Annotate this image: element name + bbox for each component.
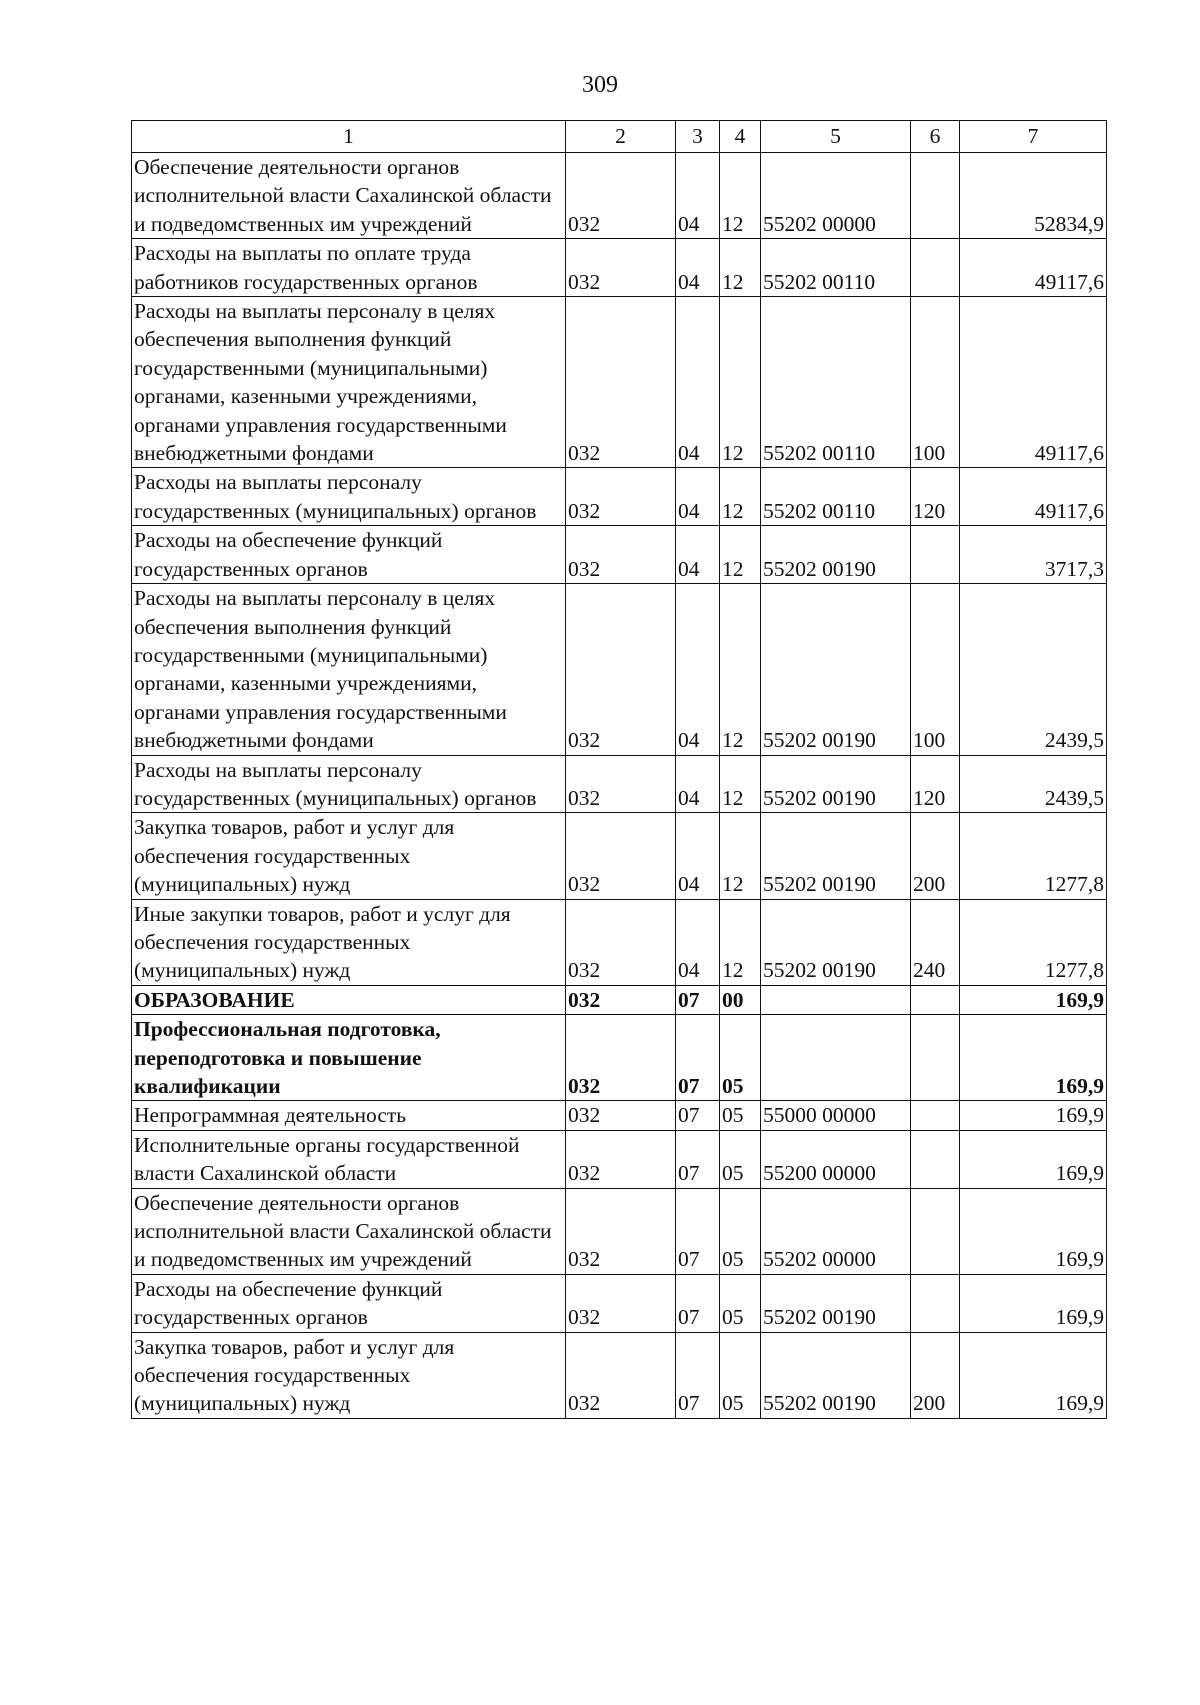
expense-type-cell — [911, 985, 960, 1014]
subsection-code-cell: 05 — [720, 1130, 761, 1188]
department-code-cell: 032 — [566, 899, 676, 985]
table-row — [132, 1332, 1107, 1418]
table-row — [132, 584, 1107, 755]
subsection-code-cell: 12 — [720, 755, 761, 813]
subsection-code-cell: 12 — [720, 468, 761, 526]
page-number: 309 — [582, 72, 618, 98]
amount-cell: 2439,5 — [960, 755, 1107, 813]
table-row — [132, 985, 1107, 1014]
expense-type-cell: 200 — [911, 813, 960, 899]
column-header: 7 — [960, 121, 1107, 153]
column-header: 3 — [676, 121, 720, 153]
table-row — [132, 297, 1107, 468]
subsection-code-cell: 12 — [720, 813, 761, 899]
column-header: 2 — [566, 121, 676, 153]
section-code-cell: 07 — [676, 1274, 720, 1332]
section-code-cell: 07 — [676, 985, 720, 1014]
expense-name-cell: Расходы на обеспечение функций государственных органов — [132, 526, 566, 584]
subsection-code-cell: 05 — [720, 1274, 761, 1332]
expense-name-cell: Расходы на выплаты по оплате труда работников государственных органов — [132, 239, 566, 297]
subsection-code-cell: 12 — [720, 584, 761, 755]
expense-name-cell: Профессиональная подготовка, переподготовка и повышение квалификации — [132, 1015, 566, 1101]
header-row — [132, 121, 1107, 153]
expense-type-cell — [911, 526, 960, 584]
table-row — [132, 1274, 1107, 1332]
target-article-cell: 55202 00190 — [761, 584, 911, 755]
amount-cell: 169,9 — [960, 1015, 1107, 1101]
expense-type-cell: 100 — [911, 584, 960, 755]
expense-type-cell — [911, 1188, 960, 1274]
target-article-cell: 55000 00000 — [761, 1101, 911, 1130]
amount-cell: 169,9 — [960, 985, 1107, 1014]
amount-cell: 169,9 — [960, 1101, 1107, 1130]
subsection-code-cell: 05 — [720, 1332, 761, 1418]
amount-cell: 1277,8 — [960, 813, 1107, 899]
amount-cell: 3717,3 — [960, 526, 1107, 584]
department-code-cell: 032 — [566, 755, 676, 813]
section-code-cell: 07 — [676, 1332, 720, 1418]
table-row — [132, 899, 1107, 985]
expense-type-cell: 120 — [911, 468, 960, 526]
department-code-cell: 032 — [566, 813, 676, 899]
section-code-cell: 04 — [676, 584, 720, 755]
department-code-cell: 032 — [566, 153, 676, 239]
amount-cell: 169,9 — [960, 1130, 1107, 1188]
target-article-cell: 55202 00110 — [761, 297, 911, 468]
department-code-cell: 032 — [566, 1332, 676, 1418]
target-article-cell: 55202 00190 — [761, 755, 911, 813]
department-code-cell: 032 — [566, 1274, 676, 1332]
table-row — [132, 153, 1107, 239]
expense-name-cell: Закупка товаров, работ и услуг для обеспечения государственных (муниципальных) нужд — [132, 1332, 566, 1418]
expense-type-cell — [911, 1101, 960, 1130]
section-code-cell: 04 — [676, 297, 720, 468]
expense-name-cell: Непрограммная деятельность — [132, 1101, 566, 1130]
section-code-cell: 07 — [676, 1015, 720, 1101]
table-row — [132, 1015, 1107, 1101]
amount-cell: 49117,6 — [960, 468, 1107, 526]
amount-cell: 2439,5 — [960, 584, 1107, 755]
target-article-cell — [761, 985, 911, 1014]
expense-name-cell: ОБРАЗОВАНИЕ — [132, 985, 566, 1014]
table-body — [132, 153, 1107, 1419]
department-code-cell: 032 — [566, 239, 676, 297]
section-code-cell: 04 — [676, 526, 720, 584]
expense-name-cell: Закупка товаров, работ и услуг для обеспечения государственных (муниципальных) нужд — [132, 813, 566, 899]
department-code-cell: 032 — [566, 1015, 676, 1101]
target-article-cell: 55202 00190 — [761, 899, 911, 985]
subsection-code-cell: 05 — [720, 1101, 761, 1130]
target-article-cell: 55202 00000 — [761, 1188, 911, 1274]
expense-type-cell — [911, 239, 960, 297]
table-row — [132, 1188, 1107, 1274]
section-code-cell: 04 — [676, 813, 720, 899]
section-code-cell: 04 — [676, 755, 720, 813]
target-article-cell: 55202 00190 — [761, 1274, 911, 1332]
expense-name-cell: Иные закупки товаров, работ и услуг для обеспечения государственных (муниципальных) нужд — [132, 899, 566, 985]
expense-name-cell: Расходы на обеспечение функций государственных органов — [132, 1274, 566, 1332]
subsection-code-cell: 05 — [720, 1015, 761, 1101]
amount-cell: 1277,8 — [960, 899, 1107, 985]
subsection-code-cell: 12 — [720, 526, 761, 584]
table-row — [132, 755, 1107, 813]
department-code-cell: 032 — [566, 297, 676, 468]
column-header: 1 — [132, 121, 566, 153]
amount-cell: 169,9 — [960, 1274, 1107, 1332]
expense-type-cell — [911, 153, 960, 239]
department-code-cell: 032 — [566, 584, 676, 755]
department-code-cell: 032 — [566, 1130, 676, 1188]
column-header: 5 — [761, 121, 911, 153]
table-row — [132, 1101, 1107, 1130]
amount-cell: 169,9 — [960, 1332, 1107, 1418]
table-row — [132, 1130, 1107, 1188]
target-article-cell: 55202 00000 — [761, 153, 911, 239]
subsection-code-cell: 12 — [720, 297, 761, 468]
section-code-cell: 04 — [676, 153, 720, 239]
target-article-cell — [761, 1015, 911, 1101]
subsection-code-cell: 12 — [720, 153, 761, 239]
expense-name-cell: Расходы на выплаты персоналу государственных (муниципальных) органов — [132, 755, 566, 813]
expense-type-cell: 200 — [911, 1332, 960, 1418]
department-code-cell: 032 — [566, 468, 676, 526]
expense-name-cell: Обеспечение деятельности органов исполнительной власти Сахалинской области и подведомственных им учреждений — [132, 1188, 566, 1274]
subsection-code-cell: 00 — [720, 985, 761, 1014]
section-code-cell: 04 — [676, 899, 720, 985]
expense-type-cell: 240 — [911, 899, 960, 985]
expense-type-cell — [911, 1274, 960, 1332]
section-code-cell: 07 — [676, 1130, 720, 1188]
section-code-cell: 04 — [676, 239, 720, 297]
target-article-cell: 55202 00190 — [761, 813, 911, 899]
expense-name-cell: Расходы на выплаты персоналу в целях обеспечения выполнения функций государственными (муниципальными) органами, казенными учреждениями, органами управления государственными внебюджетными фондами — [132, 584, 566, 755]
target-article-cell: 55202 00110 — [761, 468, 911, 526]
expense-type-cell: 120 — [911, 755, 960, 813]
expense-name-cell: Расходы на выплаты персоналу в целях обеспечения выполнения функций государственными (муниципальными) органами, казенными учреждениями, органами управления государственными внебюджетными фондами — [132, 297, 566, 468]
expense-type-cell — [911, 1130, 960, 1188]
department-code-cell: 032 — [566, 1101, 676, 1130]
table-row — [132, 468, 1107, 526]
expense-type-cell — [911, 1015, 960, 1101]
section-code-cell: 07 — [676, 1101, 720, 1130]
expense-name-cell: Расходы на выплаты персоналу государственных (муниципальных) органов — [132, 468, 566, 526]
section-code-cell: 04 — [676, 468, 720, 526]
expense-name-cell: Исполнительные органы государственной власти Сахалинской области — [132, 1130, 566, 1188]
table-row — [132, 526, 1107, 584]
amount-cell: 49117,6 — [960, 239, 1107, 297]
amount-cell: 49117,6 — [960, 297, 1107, 468]
subsection-code-cell: 05 — [720, 1188, 761, 1274]
subsection-code-cell: 12 — [720, 239, 761, 297]
expense-type-cell: 100 — [911, 297, 960, 468]
table-row — [132, 239, 1107, 297]
department-code-cell: 032 — [566, 526, 676, 584]
department-code-cell: 032 — [566, 1188, 676, 1274]
column-header: 4 — [720, 121, 761, 153]
amount-cell: 169,9 — [960, 1188, 1107, 1274]
target-article-cell: 55202 00110 — [761, 239, 911, 297]
target-article-cell: 55200 00000 — [761, 1130, 911, 1188]
amount-cell: 52834,9 — [960, 153, 1107, 239]
target-article-cell: 55202 00190 — [761, 526, 911, 584]
target-article-cell: 55202 00190 — [761, 1332, 911, 1418]
expense-name-cell: Обеспечение деятельности органов исполнительной власти Сахалинской области и подведомственных им учреждений — [132, 153, 566, 239]
department-code-cell: 032 — [566, 985, 676, 1014]
table-row — [132, 813, 1107, 899]
subsection-code-cell: 12 — [720, 899, 761, 985]
section-code-cell: 07 — [676, 1188, 720, 1274]
column-header: 6 — [911, 121, 960, 153]
budget-table — [131, 120, 1107, 1419]
